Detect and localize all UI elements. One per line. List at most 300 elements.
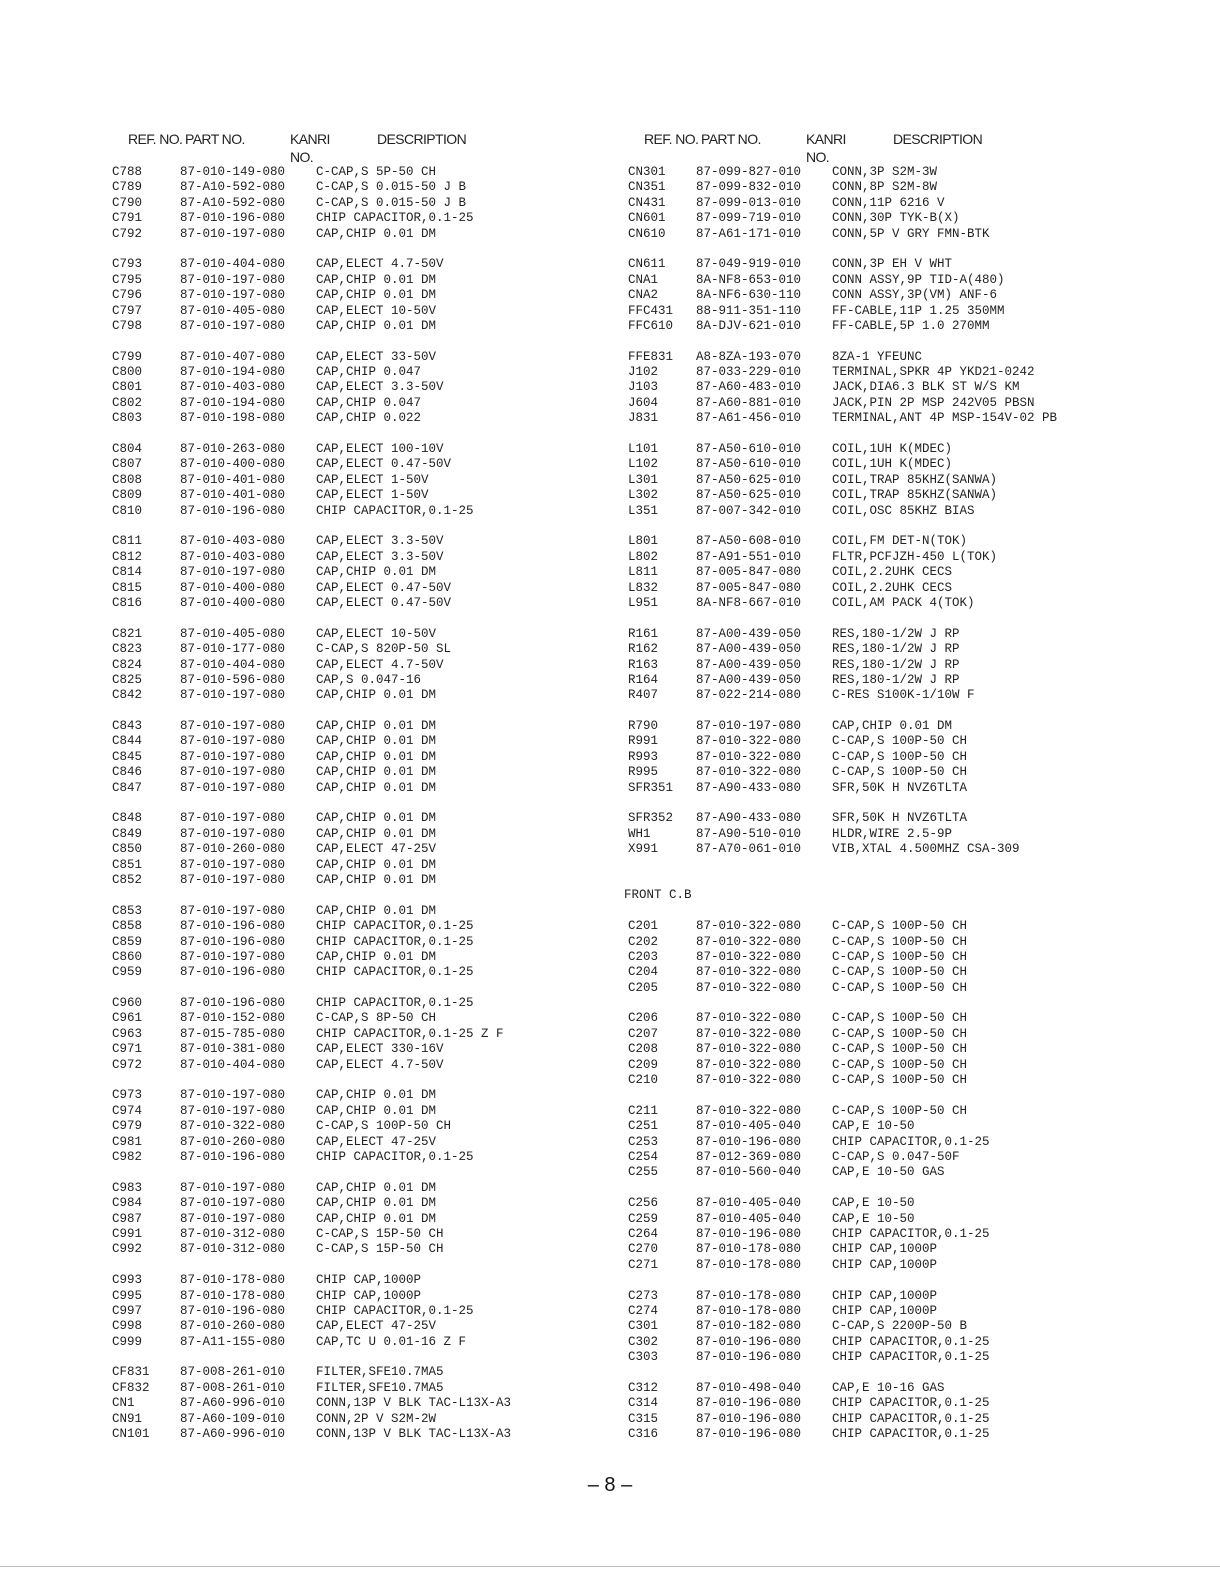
table-row: [628, 1242, 1098, 1257]
part-no-cell: 87-010-197-080: [180, 719, 286, 734]
part-no-cell: 87-A50-610-010: [696, 457, 802, 472]
ref-no-cell: C961: [112, 1011, 143, 1026]
description-cell: CAP,ELECT 0.47-50V: [316, 595, 452, 610]
part-no-cell: 87-099-013-010: [696, 195, 802, 210]
description-cell: CHIP CAPACITOR,0.1-25: [316, 934, 474, 949]
table-row: [628, 627, 1098, 642]
part-no-cell: 87-010-596-080: [180, 672, 286, 687]
part-no-cell: 87-033-229-010: [696, 365, 802, 380]
description-cell: CONN,3P S2M-3W: [832, 165, 938, 179]
ref-no-cell: C959: [112, 965, 143, 980]
part-no-cell: 87-010-197-080: [180, 872, 286, 887]
ref-no-cell: C810: [112, 503, 143, 518]
description-cell: C-CAP,S 100P-50 CH: [832, 1026, 968, 1041]
description-cell: CONN,11P 6216 V: [832, 195, 945, 210]
description-cell: C-CAP,S 100P-50 CH: [832, 949, 968, 964]
description-cell: CAP,CHIP 0.01 DM: [316, 1088, 437, 1103]
table-row: [112, 1058, 592, 1073]
part-no-cell: 87-010-322-080: [696, 949, 802, 964]
table-row: [628, 950, 1098, 965]
table-row: [112, 1319, 592, 1334]
description-cell: CAP,TC U 0.01-16 Z F: [316, 1334, 467, 1349]
ref-no-cell: CN610: [628, 226, 666, 241]
table-row: [628, 596, 1098, 611]
description-cell: CAP,CHIP 0.01 DM: [316, 903, 437, 918]
table-row: [628, 811, 1098, 826]
description-cell: CHIP CAPACITOR,0.1-25: [832, 1411, 990, 1426]
ref-no-cell: C992: [112, 1242, 143, 1257]
ref-no-cell: C270: [628, 1242, 659, 1257]
description-cell: CAP,ELECT 4.7-50V: [316, 657, 444, 672]
table-row: [628, 981, 1098, 996]
description-cell: CAP,CHIP 0.01 DM: [316, 734, 437, 749]
table-row: [628, 396, 1098, 411]
part-no-cell: 87-A91-551-010: [696, 549, 802, 564]
table-row: [112, 504, 592, 519]
table-row: [112, 550, 592, 565]
part-no-cell: 87-010-322-080: [696, 1073, 802, 1088]
part-no-cell: 87-010-178-080: [696, 1303, 802, 1318]
part-no-cell: 87-A00-439-050: [696, 672, 802, 687]
part-no-cell: 87-010-322-080: [180, 1119, 286, 1134]
table-row: [112, 596, 592, 611]
part-no-cell: 87-A50-610-010: [696, 442, 802, 457]
part-no-cell: 87-010-196-080: [180, 503, 286, 518]
ref-no-cell: C858: [112, 919, 143, 934]
part-no-cell: 87-010-260-080: [180, 1319, 286, 1334]
ref-no-cell: C251: [628, 1119, 659, 1134]
part-no-cell: 87-010-560-040: [696, 1165, 802, 1180]
ref-no-cell: C973: [112, 1088, 143, 1103]
description-cell: SFR,50K H NVZ6TLTA: [832, 780, 968, 795]
ref-no-cell: C799: [112, 349, 143, 364]
description-cell: FF-CABLE,5P 1.0 270MM: [832, 318, 990, 333]
header-part-no: PART NO.: [701, 131, 761, 147]
ref-no-cell: J102: [628, 365, 659, 380]
part-no-cell: 87-010-196-080: [180, 996, 286, 1011]
part-no-cell: 87-005-847-080: [696, 580, 802, 595]
part-no-cell: 87-010-197-080: [180, 811, 286, 826]
part-no-cell: 87-010-152-080: [180, 1011, 286, 1026]
part-no-cell: 87-007-342-010: [696, 503, 802, 518]
part-no-cell: 87-A61-456-010: [696, 411, 802, 426]
ref-no-cell: C253: [628, 1134, 659, 1149]
table-row: [112, 288, 592, 303]
ref-no-cell: C984: [112, 1196, 143, 1211]
description-cell: CONN,5P V GRY FMN-BTK: [832, 226, 990, 241]
part-no-cell: 87-010-401-080: [180, 488, 286, 503]
row-spacer: [628, 796, 1098, 811]
table-row: [628, 781, 1098, 796]
ref-no-cell: C791: [112, 211, 143, 226]
table-row: [112, 781, 592, 796]
table-row: [628, 1335, 1098, 1350]
table-row: [112, 1150, 592, 1165]
table-row: [628, 442, 1098, 457]
ref-no-cell: CN431: [628, 195, 666, 210]
table-row: [112, 1027, 592, 1042]
table-row: [628, 935, 1098, 950]
table-row: [628, 411, 1098, 426]
ref-no-cell: R991: [628, 734, 659, 749]
part-no-cell: 87-010-197-080: [180, 826, 286, 841]
ref-no-cell: C802: [112, 395, 143, 410]
part-no-cell: 87-010-322-080: [696, 980, 802, 995]
ref-no-cell: C824: [112, 657, 143, 672]
description-cell: C-CAP,S 100P-50 CH: [832, 1057, 968, 1072]
ref-no-cell: C803: [112, 411, 143, 426]
description-cell: CAP,CHIP 0.01 DM: [316, 272, 437, 287]
description-cell: CONN,13P V BLK TAC-L13X-A3: [316, 1396, 512, 1411]
part-no-cell: 87-010-404-080: [180, 1057, 286, 1072]
part-no-cell: 87-010-400-080: [180, 595, 286, 610]
row-spacer: [628, 611, 1098, 626]
table-row: [628, 319, 1098, 334]
ref-no-cell: C792: [112, 226, 143, 241]
part-no-cell: 87-010-178-080: [180, 1273, 286, 1288]
part-no-cell: 87-099-719-010: [696, 211, 802, 226]
part-no-cell: 87-A60-996-010: [180, 1396, 286, 1411]
table-row: [628, 658, 1098, 673]
description-cell: CAP,S 0.047-16: [316, 672, 422, 687]
table-row: [112, 627, 592, 642]
table-row: [112, 227, 592, 242]
ref-no-cell: C808: [112, 472, 143, 487]
table-row: [628, 565, 1098, 580]
table-row: [628, 211, 1098, 226]
description-cell: CONN,3P EH V WHT: [832, 257, 953, 272]
ref-no-cell: C203: [628, 949, 659, 964]
part-no-cell: 87-010-197-080: [180, 288, 286, 303]
part-no-cell: 88-911-351-110: [696, 303, 802, 318]
table-row: [112, 1242, 592, 1257]
ref-no-cell: CF832: [112, 1380, 150, 1395]
description-cell: CONN,2P V S2M-2W: [316, 1411, 437, 1426]
description-cell: CAP,CHIP 0.047: [316, 395, 422, 410]
row-spacer: [112, 704, 592, 719]
description-cell: CAP,ELECT 330-16V: [316, 1042, 444, 1057]
ref-no-cell: J604: [628, 395, 659, 410]
description-cell: CHIP CAPACITOR,0.1-25: [832, 1350, 990, 1365]
part-no-cell: 87-010-196-080: [696, 1350, 802, 1365]
description-cell: TERMINAL,ANT 4P MSP-154V-02 PB: [832, 411, 1058, 426]
description-cell: CONN,8P S2M-8W: [832, 180, 938, 195]
part-no-cell: 87-010-196-080: [696, 1427, 802, 1442]
table-row: [628, 842, 1098, 857]
ref-no-cell: C788: [112, 165, 143, 179]
ref-no-cell: C303: [628, 1350, 659, 1365]
table-row: [628, 534, 1098, 549]
table-row: [112, 827, 592, 842]
part-no-cell: 87-008-261-010: [180, 1380, 286, 1395]
table-row: [628, 1196, 1098, 1211]
ref-no-cell: L802: [628, 549, 659, 564]
description-cell: CAP,CHIP 0.01 DM: [316, 872, 437, 887]
description-cell: COIL,2.2UHK CECS: [832, 565, 953, 580]
ref-no-cell: C201: [628, 919, 659, 934]
row-spacer: [628, 334, 1098, 349]
part-no-cell: 87-010-260-080: [180, 1134, 286, 1149]
table-row: [112, 858, 592, 873]
ref-no-cell: C789: [112, 180, 143, 195]
ref-no-cell: C997: [112, 1303, 143, 1318]
table-row: [112, 1088, 592, 1103]
description-cell: CHIP CAPACITOR,0.1-25: [832, 1226, 990, 1241]
description-cell: CAP,CHIP 0.01 DM: [316, 765, 437, 780]
table-row: [628, 1319, 1098, 1334]
description-cell: COIL,OSC 85KHZ BIAS: [832, 503, 975, 518]
part-no-cell: 87-A00-439-050: [696, 642, 802, 657]
header-part-no: PART NO.: [185, 131, 245, 147]
description-cell: C-CAP,S 100P-50 CH: [832, 1103, 968, 1118]
part-no-cell: 87-010-322-080: [696, 765, 802, 780]
part-no-cell: 87-010-405-080: [180, 626, 286, 641]
part-no-cell: 87-010-178-080: [696, 1288, 802, 1303]
part-no-cell: 87-010-197-080: [180, 949, 286, 964]
ref-no-cell: CF831: [112, 1365, 150, 1380]
ref-no-cell: L102: [628, 457, 659, 472]
part-no-cell: 87-010-403-080: [180, 549, 286, 564]
ref-no-cell: C255: [628, 1165, 659, 1180]
description-cell: CAP,CHIP 0.01 DM: [316, 288, 437, 303]
description-cell: COIL,AM PACK 4(TOK): [832, 595, 975, 610]
row-spacer: [628, 242, 1098, 257]
part-no-cell: 87-010-194-080: [180, 365, 286, 380]
table-row: [628, 965, 1098, 980]
description-cell: CAP,CHIP 0.01 DM: [316, 949, 437, 964]
ref-no-cell: C205: [628, 980, 659, 995]
table-row: [628, 1165, 1098, 1180]
part-no-cell: 87-010-401-080: [180, 472, 286, 487]
table-row: [112, 350, 592, 365]
part-no-cell: 87-010-197-080: [180, 734, 286, 749]
description-cell: CAP,ELECT 1-50V: [316, 488, 429, 503]
description-cell: CAP,ELECT 10-50V: [316, 626, 437, 641]
table-row: [112, 750, 592, 765]
ref-no-cell: C274: [628, 1303, 659, 1318]
table-row: [112, 411, 592, 426]
ref-no-cell: C804: [112, 442, 143, 457]
part-no-cell: 87-010-403-080: [180, 380, 286, 395]
part-no-cell: 87-010-182-080: [696, 1319, 802, 1334]
part-no-cell: 87-A90-433-080: [696, 811, 802, 826]
description-cell: CHIP CAPACITOR,0.1-25: [832, 1427, 990, 1442]
table-row: [112, 688, 592, 703]
part-no-cell: 87-A00-439-050: [696, 657, 802, 672]
ref-no-cell: C807: [112, 457, 143, 472]
table-row: [628, 304, 1098, 319]
part-no-cell: 87-022-214-080: [696, 688, 802, 703]
description-cell: CAP,CHIP 0.01 DM: [316, 1196, 437, 1211]
description-cell: CHIP CAPACITOR,0.1-25: [316, 503, 474, 518]
table-row: [628, 1396, 1098, 1411]
part-no-cell: 87-010-322-080: [696, 934, 802, 949]
table-row: [628, 1042, 1098, 1057]
part-no-cell: 87-010-197-080: [180, 765, 286, 780]
row-spacer: [628, 1365, 1098, 1380]
table-row: [628, 581, 1098, 596]
table-row: [628, 288, 1098, 303]
part-no-cell: 87-010-197-080: [180, 780, 286, 795]
description-cell: CAP,CHIP 0.01 DM: [316, 811, 437, 826]
part-no-cell: 87-099-832-010: [696, 180, 802, 195]
ref-no-cell: FFE831: [628, 349, 674, 364]
part-no-cell: 87-010-322-080: [696, 1057, 802, 1072]
ref-no-cell: C846: [112, 765, 143, 780]
ref-no-cell: L832: [628, 580, 659, 595]
part-no-cell: 87-A60-881-010: [696, 395, 802, 410]
description-cell: CHIP CAPACITOR,0.1-25: [832, 1396, 990, 1411]
description-cell: CAP,E 10-50 GAS: [832, 1165, 945, 1180]
ref-no-cell: X991: [628, 842, 659, 857]
table-row: [628, 1227, 1098, 1242]
part-no-cell: 87-010-196-080: [180, 919, 286, 934]
table-row: [112, 473, 592, 488]
description-cell: CHIP CAP,1000P: [832, 1242, 938, 1257]
description-cell: CAP,E 10-50: [832, 1119, 915, 1134]
ref-no-cell: C312: [628, 1380, 659, 1395]
ref-no-cell: C796: [112, 288, 143, 303]
table-row: [628, 473, 1098, 488]
part-no-cell: 87-010-400-080: [180, 457, 286, 472]
ref-no-cell: CN601: [628, 211, 666, 226]
description-cell: CAP,ELECT 0.47-50V: [316, 580, 452, 595]
ref-no-cell: C314: [628, 1396, 659, 1411]
part-no-cell: 87-010-405-040: [696, 1196, 802, 1211]
ref-no-cell: L101: [628, 442, 659, 457]
ref-no-cell: C974: [112, 1103, 143, 1118]
table-row: [628, 1427, 1098, 1442]
description-cell: CHIP CAPACITOR,0.1-25: [832, 1334, 990, 1349]
description-cell: CAP,ELECT 4.7-50V: [316, 257, 444, 272]
row-spacer: [112, 1350, 592, 1365]
table-row: [112, 642, 592, 657]
table-row: [112, 1135, 592, 1150]
parts-rows-right: [624, 165, 1098, 1442]
description-cell: CONN ASSY,3P(VM) ANF-6: [832, 288, 998, 303]
table-row: [628, 257, 1098, 272]
part-no-cell: 8A-NF6-630-110: [696, 288, 802, 303]
description-cell: CHIP CAP,1000P: [316, 1288, 422, 1303]
part-no-cell: 87-010-197-080: [180, 903, 286, 918]
table-row: [628, 765, 1098, 780]
description-cell: CAP,CHIP 0.047: [316, 365, 422, 380]
table-row: [628, 642, 1098, 657]
header-ref-no: REF. NO.: [128, 131, 183, 147]
row-spacer: [628, 873, 1098, 888]
table-row: [628, 273, 1098, 288]
description-cell: C-CAP,S 0.015-50 J B: [316, 195, 467, 210]
ref-no-cell: C844: [112, 734, 143, 749]
ref-no-cell: C851: [112, 857, 143, 872]
ref-no-cell: C207: [628, 1026, 659, 1041]
row-spacer: [112, 519, 592, 534]
table-row: [112, 1335, 592, 1350]
table-row: [112, 965, 592, 980]
table-row: [112, 1365, 592, 1380]
row-spacer: [628, 904, 1098, 919]
table-row: [628, 1135, 1098, 1150]
table-row: [628, 196, 1098, 211]
ref-no-cell: C849: [112, 826, 143, 841]
part-no-cell: 87-A70-061-010: [696, 842, 802, 857]
table-row: [112, 211, 592, 226]
part-no-cell: 87-008-261-010: [180, 1365, 286, 1380]
ref-no-cell: L301: [628, 472, 659, 487]
description-cell: CAP,CHIP 0.01 DM: [316, 688, 437, 703]
part-no-cell: 87-010-322-080: [696, 965, 802, 980]
ref-no-cell: FFC431: [628, 303, 674, 318]
description-cell: CHIP CAP,1000P: [832, 1303, 938, 1318]
ref-no-cell: R164: [628, 672, 659, 687]
part-no-cell: 87-010-197-080: [180, 226, 286, 241]
part-no-cell: 87-010-197-080: [180, 1103, 286, 1118]
table-row: [628, 688, 1098, 703]
description-cell: CHIP CAPACITOR,0.1-25: [316, 996, 474, 1011]
ref-no-cell: C816: [112, 595, 143, 610]
ref-no-cell: C853: [112, 903, 143, 918]
section-title: FRONT C.B: [624, 888, 692, 903]
table-row: [112, 811, 592, 826]
ref-no-cell: C998: [112, 1319, 143, 1334]
description-cell: CHIP CAPACITOR,0.1-25: [316, 1150, 474, 1164]
table-row: [112, 919, 592, 934]
part-no-cell: 87-010-405-040: [696, 1119, 802, 1134]
part-no-cell: 87-010-322-080: [696, 749, 802, 764]
part-no-cell: 87-010-197-080: [180, 565, 286, 580]
table-row: [628, 227, 1098, 242]
table-row: [112, 673, 592, 688]
description-cell: C-CAP,S 100P-50 CH: [832, 749, 968, 764]
part-no-cell: 87-010-498-040: [696, 1380, 802, 1395]
table-row: [628, 550, 1098, 565]
table-row: [112, 1212, 592, 1227]
table-row: [628, 380, 1098, 395]
table-row: [112, 1304, 592, 1319]
ref-no-cell: C301: [628, 1319, 659, 1334]
table-row: [628, 1058, 1098, 1073]
table-row: [628, 1258, 1098, 1273]
ref-no-cell: C273: [628, 1288, 659, 1303]
part-no-cell: 87-010-403-080: [180, 534, 286, 549]
description-cell: CAP,CHIP 0.022: [316, 411, 422, 426]
part-no-cell: 87-010-404-080: [180, 257, 286, 272]
description-cell: C-CAP,S 2200P-50 B: [832, 1319, 968, 1334]
description-cell: CHIP CAPACITOR,0.1-25: [316, 919, 474, 934]
description-cell: CHIP CAPACITOR,0.1-25 Z F: [316, 1026, 504, 1041]
part-no-cell: 87-010-196-080: [180, 965, 286, 980]
description-cell: CAP,ELECT 100-10V: [316, 442, 444, 457]
table-row: [112, 273, 592, 288]
description-cell: CAP,ELECT 4.7-50V: [316, 1057, 444, 1072]
description-cell: CAP,ELECT 33-50V: [316, 349, 437, 364]
header-description: DESCRIPTION: [893, 131, 983, 147]
part-no-cell: 87-010-196-080: [696, 1396, 802, 1411]
table-row: [112, 1273, 592, 1288]
ref-no-cell: R161: [628, 626, 659, 641]
ref-no-cell: C811: [112, 534, 143, 549]
row-spacer: [112, 1165, 592, 1180]
part-no-cell: 87-A50-625-010: [696, 488, 802, 503]
parts-rows-left: [112, 165, 592, 1442]
ref-no-cell: C790: [112, 195, 143, 210]
part-no-cell: 87-A00-439-050: [696, 626, 802, 641]
ref-no-cell: C995: [112, 1288, 143, 1303]
part-no-cell: 8A-NF8-653-010: [696, 272, 802, 287]
description-cell: RES,180-1/2W J RP: [832, 642, 960, 657]
part-no-cell: 87-A10-592-080: [180, 195, 286, 210]
part-no-cell: 87-010-404-080: [180, 657, 286, 672]
